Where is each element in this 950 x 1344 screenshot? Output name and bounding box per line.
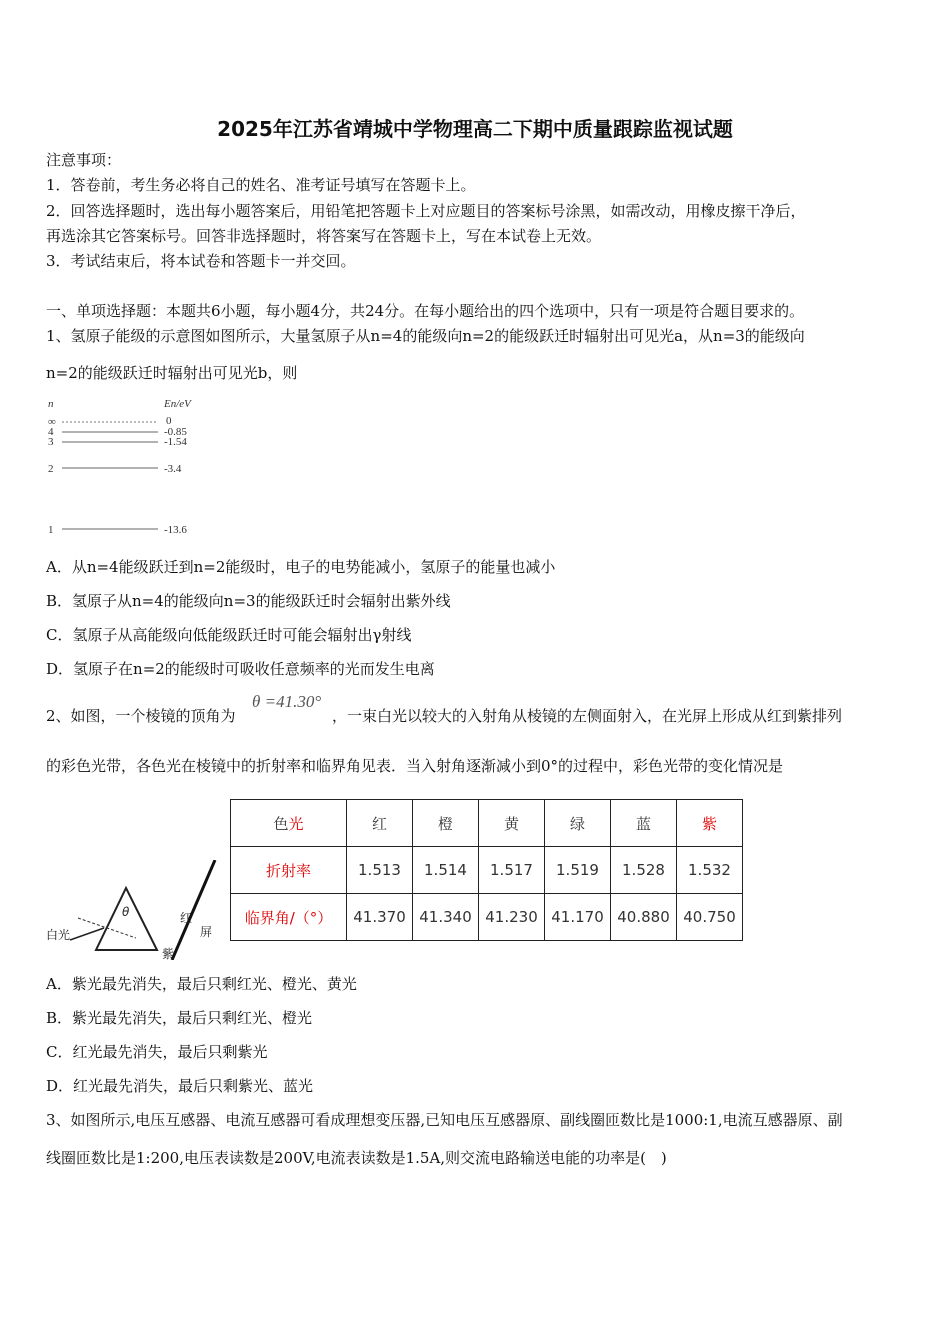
q1-text: 1、氢原子能级的示意图如图所示，大量氢原子从n=4的能级向n=2的能级跃迁时辐射出可见光a，从n=3的能级向 — [46, 327, 805, 345]
n-label: n — [48, 398, 54, 410]
level-e: 0 — [166, 415, 172, 427]
header-cell: 红 — [347, 800, 413, 847]
level-e: -13.6 — [164, 524, 187, 536]
table-row — [231, 847, 743, 894]
q2-text-start: 2、如图，一个棱镜的顶角为 — [46, 707, 236, 725]
notice-item: 再选涂其它答案标号。回答非选择题时，将答案写在答题卡上，写在本试卷上无效。 — [46, 227, 602, 245]
q2-option-d: D．红光最先消失，最后只剩紫光、蓝光 — [46, 1077, 314, 1095]
refraction-table — [230, 799, 743, 941]
cell: 1.514 — [413, 847, 479, 894]
cell: 1.528 — [611, 847, 677, 894]
level-e: -0.85 — [164, 426, 187, 438]
q2-option-a: A．紫光最先消失，最后只剩红光、橙光、黄光 — [46, 975, 357, 993]
cell: 1.519 — [545, 847, 611, 894]
cell: 1.513 — [347, 847, 413, 894]
red-label: 红 — [180, 911, 193, 925]
header-cell: 橙 — [413, 800, 479, 847]
header-cell: 紫 — [677, 800, 743, 847]
white-light-label: 白光 — [46, 928, 71, 942]
q2-text-end: ，一束白光以较大的入射角从棱镜的左侧面射入，在光屏上形成从红到紫排列 — [332, 707, 843, 725]
header-cell: 蓝 — [611, 800, 677, 847]
page-title: 2025年江苏省靖城中学物理高二下期中质量跟踪监视试题 — [217, 117, 733, 141]
cell: 41.230 — [479, 894, 545, 941]
notice-item: 1．答卷前，考生务必将自己的姓名、准考证号填写在答题卡上。 — [46, 176, 476, 194]
prism-figure — [40, 860, 225, 960]
q3-text: 3、如图所示,电压互感器、电流互感器可看成理想变压器,已知电压互感器原、副线圈匝数比是1000:1,电流互感器原、副 — [46, 1111, 843, 1129]
q1-text: n=2的能级跃迁时辐射出可见光b，则 — [46, 364, 298, 382]
cell: 1.532 — [677, 847, 743, 894]
violet-label: 紫 — [162, 947, 175, 960]
header-cell: 黄 — [479, 800, 545, 847]
cell: 41.370 — [347, 894, 413, 941]
row-label: 临界角/（°） — [231, 894, 347, 941]
notice-item: 2．回答选择题时，选出每小题答案后，用铅笔把答题卡上对应题目的答案标号涂黑，如需改动，用橡皮擦干净后， — [46, 202, 806, 220]
cell: 40.750 — [677, 894, 743, 941]
q2-option-c: C．红光最先消失，最后只剩紫光 — [46, 1043, 268, 1061]
q1-option-d: D．氢原子在n=2的能级时可吸收任意频率的光而发生电离 — [46, 660, 435, 678]
level-n: 3 — [48, 436, 54, 448]
table-header-row — [231, 800, 743, 847]
q2-text: 的彩色光带，各色光在棱镜中的折射率和临界角见表．当入射角逐渐减小到0°的过程中，彩色光带的变化情况是 — [46, 757, 784, 775]
level-n: 2 — [48, 463, 54, 475]
level-n: 1 — [48, 524, 54, 536]
level-e: -3.4 — [164, 463, 182, 475]
q1-option-b: B．氢原子从n=4的能级向n=3的能级跃迁时会辐射出紫外线 — [46, 592, 451, 610]
notice-item: 3．考试结束后，将本试卷和答题卡一并交回。 — [46, 252, 356, 270]
energy-level-diagram — [40, 390, 210, 540]
q1-option-a: A．从n=4能级跃迁到n=2能级时，电子的电势能减小，氢原子的能量也减小 — [46, 558, 556, 576]
level-e: -1.54 — [164, 436, 187, 448]
section-heading: 一、单项选择题：本题共6小题，每小题4分，共24分。在每小题给出的四个选项中，只有一项是符合题目要求的。 — [46, 302, 805, 320]
apex-angle: θ =41.30° — [252, 692, 322, 711]
q2-option-b: B．紫光最先消失，最后只剩红光、橙光 — [46, 1009, 313, 1027]
cell: 41.170 — [545, 894, 611, 941]
q3-text: 线圈匝数比是1:200,电压表读数是200V,电流表读数是1.5A,则交流电路输送电能的功率是( ) — [46, 1149, 667, 1167]
screen-label: 屏 — [200, 925, 213, 939]
level-n: 4 — [48, 426, 54, 438]
header-cell: 色光 — [231, 800, 347, 847]
row-label: 折射率 — [231, 847, 347, 894]
table-row — [231, 894, 743, 941]
cell: 1.517 — [479, 847, 545, 894]
header-cell: 绿 — [545, 800, 611, 847]
level-n: ∞ — [48, 416, 56, 428]
e-label: En/eV — [164, 398, 191, 410]
cell: 41.340 — [413, 894, 479, 941]
q1-option-c: C．氢原子从高能级向低能级跃迁时可能会辐射出γ射线 — [46, 626, 412, 644]
cell: 40.880 — [611, 894, 677, 941]
notice-heading: 注意事项： — [46, 151, 122, 169]
theta-label: θ — [122, 905, 130, 919]
